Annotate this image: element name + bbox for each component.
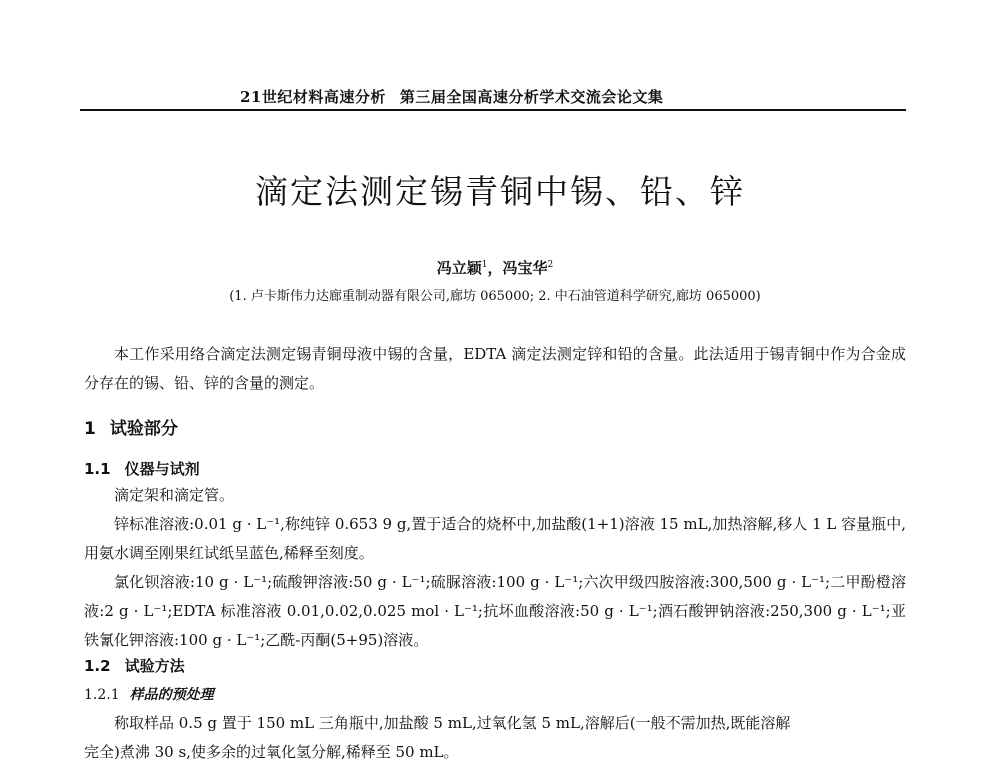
abstract-paragraph: 本工作采用络合滴定法测定锡青铜母液中锡的含量，EDTA 滴定法测定锌和铅的含量。此法适用于锡青铜中作为合金成分存在的锡、铅、锌的含量的测定。 — [84, 345, 906, 392]
author-separator: ， — [487, 259, 503, 277]
proceedings-title: 第三届全国高速分析学术交流会论文集 — [399, 88, 664, 106]
running-header — [240, 86, 760, 107]
section-title: 试验部分 — [109, 419, 178, 439]
book-title: 21世纪材料高速分析 — [240, 88, 386, 106]
equipment-paragraph: 滴定架和滴定管。 — [114, 486, 235, 504]
author-name: 冯宝华 — [502, 259, 548, 277]
subsection-heading — [84, 458, 200, 479]
header-rule — [80, 109, 906, 111]
subsection-number: 1.2 — [84, 657, 111, 675]
affiliation-line: (1. 卢卡斯伟力达廊重制动器有限公司,廊坊 065000; 2. 中石油管道科学研究,廊坊 065000) — [229, 289, 761, 304]
article-title: 滴定法测定锡青铜中锡、铅、锌 — [255, 172, 745, 211]
subsubsection-heading — [84, 684, 214, 704]
author-line — [0, 257, 990, 278]
pretreatment-line: 完全)煮沸 30 s,使多余的过氧化氢分解,稀释至 50 mL。 — [84, 743, 459, 760]
section-heading — [84, 414, 178, 439]
section-number: 1 — [84, 419, 96, 439]
author-name: 冯立颖 — [436, 259, 482, 277]
subsubsection-number: 1.2.1 — [84, 687, 120, 703]
subsection-title: 试验方法 — [124, 657, 185, 675]
affiliation-mark: 1 — [481, 260, 488, 270]
reagents-paragraph: 氯化钡溶液:10 g · L⁻¹;硫酸钾溶液:50 g · L⁻¹;硫脲溶液:100 g · L⁻¹;六次甲级四胺溶液:300,500 g · L⁻¹;二甲酚橙溶液:2 g · L⁻¹;EDTA 标准溶液 0.01,0.02,0.025 mol · L⁻¹;抗坏血酸溶液:50 g · L⁻¹;酒石酸钾钠溶液:250,300 g · L⁻¹;亚铁氰化钾溶液:100 g · L⁻¹;乙酰-丙酮(5+95)溶液。 — [84, 573, 906, 649]
affiliation-mark: 2 — [547, 260, 554, 270]
subsection-title: 仪器与试剂 — [124, 460, 200, 478]
subsubsection-title: 样品的预处理 — [129, 687, 214, 703]
subsection-heading — [84, 655, 185, 676]
subsection-number: 1.1 — [84, 460, 111, 478]
pretreatment-line: 称取样品 0.5 g 置于 150 mL 三角瓶中,加盐酸 5 mL,过氧化氢 5 mL,溶解后(一般不需加热,既能溶解 — [114, 714, 791, 732]
zinc-standard-paragraph: 锌标准溶液:0.01 g · L⁻¹,称纯锌 0.653 9 g,置于适合的烧杯中,加盐酸(1+1)溶液 15 mL,加热溶解,移人 1 L 容量瓶中,用氨水调至刚果红试纸呈蓝色,稀释至刻度。 — [84, 515, 906, 562]
